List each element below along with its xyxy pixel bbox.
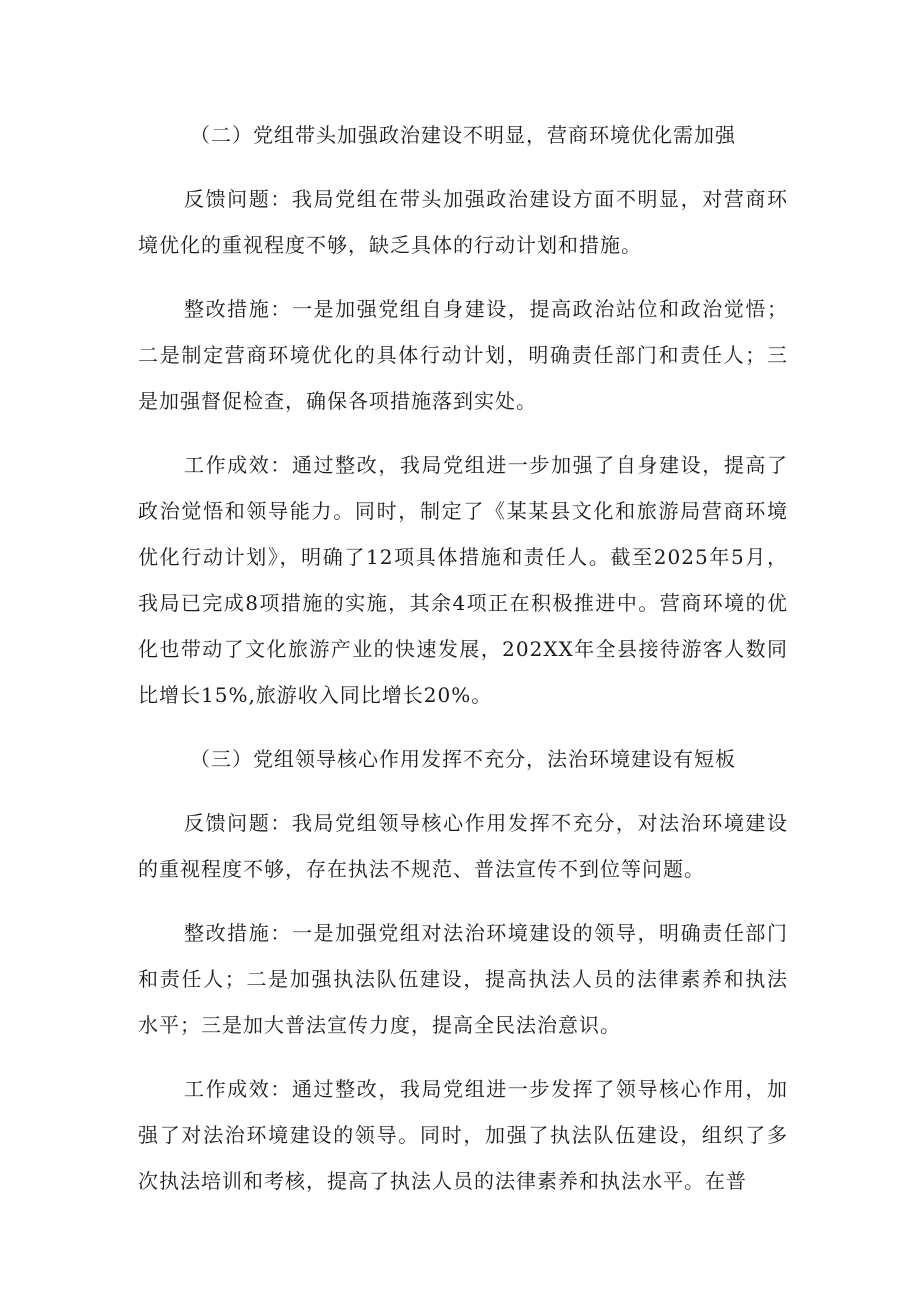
measures-paragraph: 整改措施：一是加强党组自身建设，提高政治站位和政治觉悟；二是制定营商环境优化的具体行动计划，明确责任部门和责任人；三是加强督促检查，确保各项措施落到实处。 — [138, 297, 788, 413]
document-body — [138, 112, 788, 1222]
results-paragraph: 工作成效：通过整改，我局党组进一步发挥了领导核心作用，加强了对法治环境建设的领导。同时，加强了执法队伍建设，组织了多次执法培训和考核，提高了执法人员的法律素养和执法水平。在普 — [138, 1077, 788, 1193]
feedback-paragraph: 反馈问题：我局党组在带头加强政治建设方面不明显，对营商环境优化的重视程度不够，缺乏具体的行动计划和措施。 — [138, 187, 788, 257]
feedback-paragraph: 反馈问题：我局党组领导核心作用发挥不充分，对法治环境建设的重视程度不够，存在执法不规范、普法宣传不到位等问题。 — [138, 811, 788, 881]
results-paragraph: 工作成效：通过整改，我局党组进一步加强了自身建设，提高了政治觉悟和领导能力。同时，制定了《某某县文化和旅游局营商环境优化行动计划》，明确了12项具体措施和责任人。截至2025年5月，我局已完成8项措施的实施，其余4项正在积极推进中。营商环境的优化也带动了文化旅游产业的快速发展，202XX年全县接待游客人数同比增长15%,旅游收入同比增长20%。 — [138, 453, 788, 707]
section-heading-2: （二）党组带头加强政治建设不明显，营商环境优化需加强 — [190, 123, 736, 147]
measures-paragraph: 整改措施：一是加强党组对法治环境建设的领导，明确责任部门和责任人；二是加强执法队伍建设，提高执法人员的法律素养和执法水平；三是加大普法宣传力度，提高全民法治意识。 — [138, 921, 788, 1037]
section-heading-3: （三）党组领导核心作用发挥不充分，法治环境建设有短板 — [190, 747, 736, 771]
